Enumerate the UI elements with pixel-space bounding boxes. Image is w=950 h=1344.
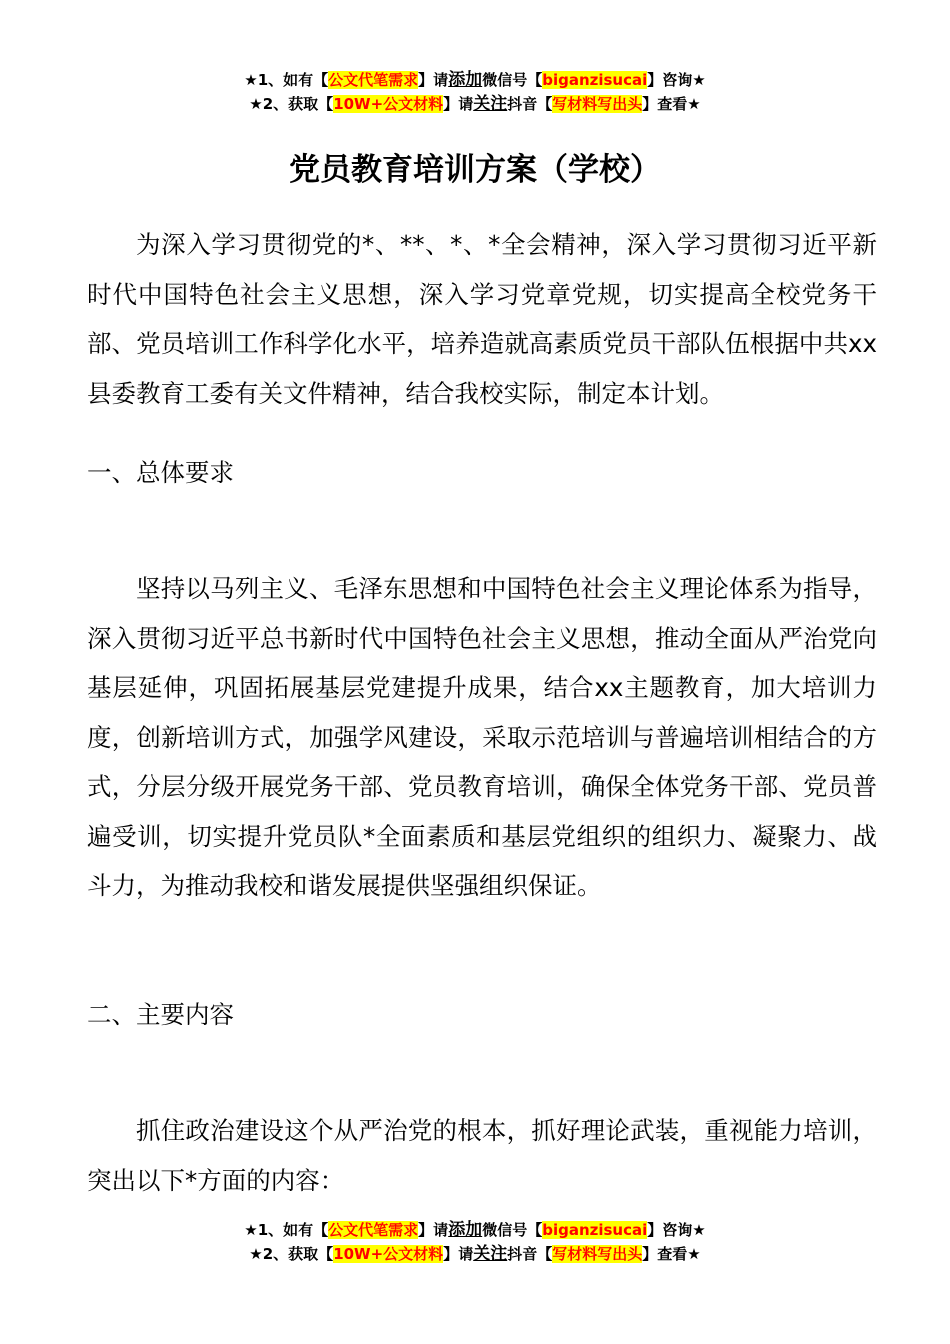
ad-text: 抖音【 bbox=[507, 95, 553, 113]
ad-text: ★2、获取【 bbox=[249, 95, 334, 113]
ad-line-1 bbox=[0, 68, 950, 92]
ad-text: 】查看★ bbox=[642, 95, 701, 113]
paragraph-main-content: 抓住政治建设这个从严治党的根本，抓好理论武装，重视能力培训，突出以下*方面的内容： bbox=[87, 1116, 877, 1195]
ad-text: 微信号【 bbox=[482, 71, 543, 89]
ad-text: ★2、获取【 bbox=[249, 1245, 334, 1263]
ad-underline: 关注 bbox=[473, 94, 508, 114]
ad-line-1 bbox=[0, 1218, 950, 1242]
ad-text: 】请 bbox=[443, 1245, 474, 1263]
paragraph-general-requirements: 坚持以马列主义、毛泽东思想和中国特色社会主义理论体系为指导，深入贯彻习近平总书新时代中国特色社会主义思想，推动全面从严治党向基层延伸，巩固拓展基层党建提升成果，结合xx主题教育，加大培训力度，创新培训方式，加强学风建设，采取示范培训与普遍培训相结合的方式，分层分级开展党务干部、党员教育培训，确保全体党务干部、党员普遍受训，切实提升党员队*全面素质和基层党组织的组织力、凝聚力、战斗力，为推动我校和谐发展提供坚强组织保证。 bbox=[87, 574, 877, 900]
ad-text: 】请 bbox=[418, 71, 449, 89]
ad-text: 微信号【 bbox=[482, 1221, 543, 1239]
ad-highlight: 公文代笔需求 bbox=[328, 71, 419, 89]
ad-underline: 添加 bbox=[448, 70, 483, 90]
ad-text: 】请 bbox=[418, 1221, 449, 1239]
ad-highlight-douyin: 写材料写出头 bbox=[552, 1245, 643, 1263]
section-heading-1: 一、总体要求 bbox=[87, 458, 234, 487]
ad-highlight-wechat: biganzisucai bbox=[542, 71, 648, 89]
ad-banner-top bbox=[0, 68, 950, 116]
ad-text: ★1、如有【 bbox=[244, 1221, 329, 1239]
paragraph-intro: 为深入学习贯彻党的*、**、*、*全会精神，深入学习贯彻习近平新时代中国特色社会主义思想，深入学习党章党规，切实提高全校党务干部、党员培训工作科学化水平，培养造就高素质党员干部队伍根据中共xx县委教育工委有关文件精神，结合我校实际，制定本计划。 bbox=[87, 230, 877, 408]
ad-text: 】查看★ bbox=[642, 1245, 701, 1263]
ad-text: ★1、如有【 bbox=[244, 71, 329, 89]
ad-text: 】咨询★ bbox=[647, 71, 706, 89]
ad-text: 】咨询★ bbox=[647, 1221, 706, 1239]
ad-highlight: 10W+公文材料 bbox=[333, 1245, 444, 1263]
section-heading-2: 二、主要内容 bbox=[87, 1000, 234, 1029]
document-title: 党员教育培训方案（学校） bbox=[289, 152, 661, 188]
ad-highlight-wechat: biganzisucai bbox=[542, 1221, 648, 1239]
ad-line-2 bbox=[0, 1242, 950, 1266]
ad-underline: 关注 bbox=[473, 1244, 508, 1264]
ad-highlight: 10W+公文材料 bbox=[333, 95, 444, 113]
ad-underline: 添加 bbox=[448, 1220, 483, 1240]
ad-highlight: 公文代笔需求 bbox=[328, 1221, 419, 1239]
ad-banner-bottom bbox=[0, 1218, 950, 1266]
ad-line-2 bbox=[0, 92, 950, 116]
ad-highlight-douyin: 写材料写出头 bbox=[552, 95, 643, 113]
ad-text: 】请 bbox=[443, 95, 474, 113]
ad-text: 抖音【 bbox=[507, 1245, 553, 1263]
